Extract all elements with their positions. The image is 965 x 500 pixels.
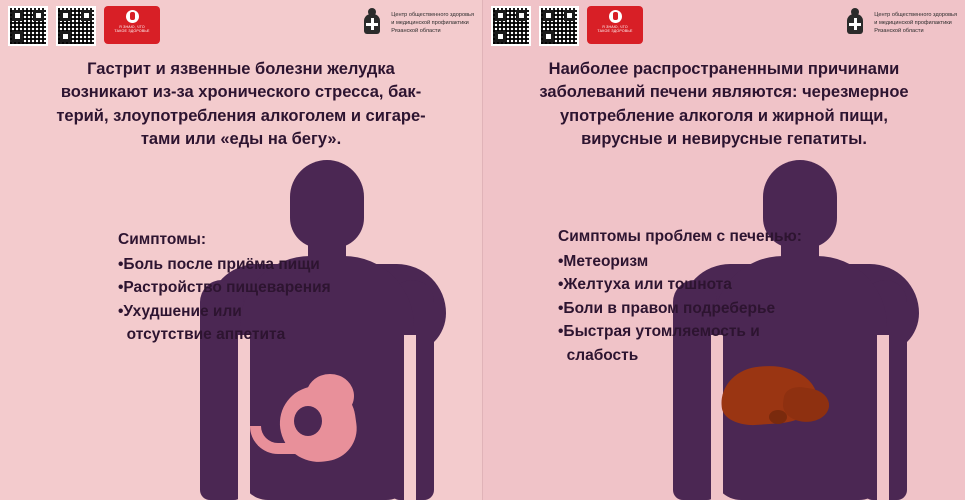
qr-finder-icon bbox=[516, 10, 527, 21]
organization-line1: Центр общественного здоровья bbox=[874, 11, 957, 18]
qr-finder-icon bbox=[564, 10, 575, 21]
organization-line3: Рязанской области bbox=[874, 28, 924, 35]
qr-code-icon[interactable] bbox=[8, 6, 48, 46]
organization-line1: Центр общественного здоровья bbox=[391, 11, 474, 18]
qr-finder-icon bbox=[81, 10, 92, 21]
silhouette-arm-gap bbox=[238, 335, 250, 500]
emblem-cross-icon bbox=[849, 23, 861, 26]
panel-header-left bbox=[0, 0, 482, 52]
qr-finder-icon bbox=[12, 10, 23, 21]
qr-code-icon[interactable] bbox=[491, 6, 531, 46]
lede-text-left bbox=[0, 58, 482, 152]
qr-finder-icon bbox=[495, 10, 506, 21]
gallbladder-icon bbox=[769, 410, 787, 424]
qr-code-icon[interactable] bbox=[56, 6, 96, 46]
symptom-item: •Ухудшение или bbox=[118, 302, 242, 320]
campaign-logo-icon bbox=[126, 10, 139, 23]
liver-panel bbox=[483, 0, 965, 500]
symptom-item: •Быстрая утомляемость и bbox=[558, 323, 760, 341]
lede-text-right bbox=[483, 58, 965, 152]
qr-finder-icon bbox=[495, 31, 506, 42]
health-center-emblem-icon bbox=[841, 8, 869, 38]
panel-header-right bbox=[483, 0, 965, 52]
symptom-item: •Боли в правом подреберье bbox=[558, 299, 776, 317]
organization-name bbox=[391, 11, 474, 35]
symptoms-list-right bbox=[558, 225, 838, 367]
health-center-emblem-icon bbox=[358, 8, 386, 38]
campaign-logo-line2: ТАКОЕ ЗДОРОВЬЕ bbox=[114, 29, 150, 34]
lede-line: Гастрит и язвенные болезни желудка bbox=[87, 60, 395, 78]
organization-logo bbox=[358, 8, 474, 38]
lede-line: Наиболее распространенными причинами bbox=[548, 60, 900, 78]
symptoms-list-left bbox=[118, 228, 398, 347]
symptom-item: •Желтуха или тошнота bbox=[558, 276, 732, 294]
lede-line: возникают из-за хронического стресса, бак- bbox=[60, 83, 422, 102]
organization-logo bbox=[841, 8, 957, 38]
organization-line2: и медицинской профилактики bbox=[391, 19, 469, 26]
qr-finder-icon bbox=[60, 10, 71, 21]
silhouette-arm-gap bbox=[877, 335, 889, 500]
organization-name bbox=[874, 11, 957, 35]
stomach-panel bbox=[0, 0, 482, 500]
qr-finder-icon bbox=[33, 10, 44, 21]
campaign-logo bbox=[587, 6, 643, 44]
liver-illustration bbox=[721, 360, 841, 440]
lede-line: тами или «еды на бегу». bbox=[140, 130, 342, 149]
qr-finder-icon bbox=[543, 31, 554, 42]
symptom-item: •Боль после приёма пищи bbox=[118, 255, 320, 273]
stomach-illustration bbox=[250, 372, 366, 464]
campaign-logo-line2: ТАКОЕ ЗДОРОВЬЕ bbox=[597, 29, 633, 34]
symptom-item: отсутствие аппетита bbox=[118, 326, 286, 344]
symptoms-title: Симптомы проблем с печенью: bbox=[558, 228, 802, 245]
qr-code-icon[interactable] bbox=[539, 6, 579, 46]
campaign-logo-icon bbox=[609, 10, 622, 23]
symptom-item: слабость bbox=[558, 346, 639, 364]
organization-line3: Рязанской области bbox=[391, 28, 441, 35]
lede-line: заболеваний печени являются: черезмерное bbox=[539, 83, 909, 102]
symptom-item: •Метеоризм bbox=[558, 252, 649, 270]
silhouette-arm-gap bbox=[404, 335, 416, 500]
lede-line: терий, злоупотребления алкоголем и сигаре- bbox=[56, 106, 426, 125]
campaign-logo-line1: Я ЗНАЮ, ЧТО bbox=[602, 25, 628, 29]
qr-finder-icon bbox=[543, 10, 554, 21]
symptoms-title: Симптомы: bbox=[118, 231, 207, 248]
campaign-logo bbox=[104, 6, 160, 44]
campaign-logo-line1: Я ЗНАЮ, ЧТО bbox=[119, 25, 145, 29]
lede-line: употребление алкоголя и жирной пищи, bbox=[560, 106, 888, 125]
lede-line: вирусные и невирусные гепатиты. bbox=[581, 130, 867, 149]
organization-line2: и медицинской профилактики bbox=[874, 19, 952, 26]
symptom-item: •Растройство пищеварения bbox=[118, 279, 331, 297]
qr-finder-icon bbox=[60, 31, 71, 42]
stomach-notch bbox=[294, 406, 322, 436]
emblem-cross-icon bbox=[366, 23, 378, 26]
qr-finder-icon bbox=[12, 31, 23, 42]
